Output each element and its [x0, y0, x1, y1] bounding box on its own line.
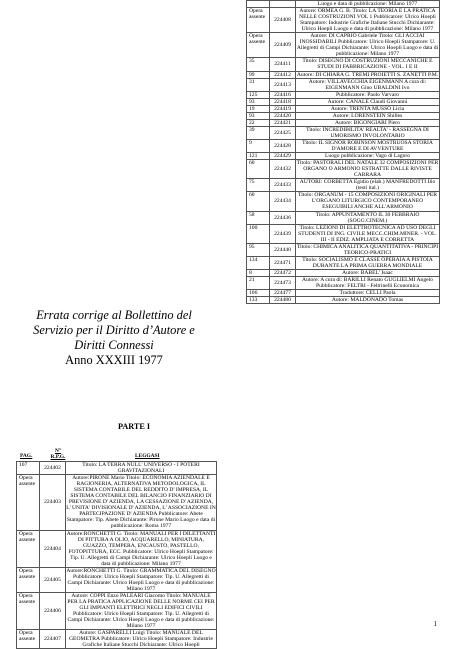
- leggasi-cell: Autore: DI CAPRIO Gabriele Titolo: GLI ACCIAI INOSSIDABILI Pubblicatore: Ulrico Hoepli Stampatore: U. Allegretti di Campi Dichiarante: Ulrico Hoepli Luogo e data di pubblicazione: Milano 1977: [296, 33, 439, 58]
- table-row: [247, 71, 440, 78]
- leggasi-cell: Titolo: LEZIONI DI ELETTROTECNICA AD USO DEGLI STUDENTI DI ING. CIVILE MECC.CHIM.MINER. - VOL. III - II EDIZ. AMPLIATA E CORRETTA: [296, 224, 440, 243]
- rpg-number-cell: 224436: [270, 211, 296, 224]
- rpg-number-cell: 224440: [270, 243, 296, 256]
- table-row: [247, 139, 440, 152]
- leggasi-cell: Autore: VILLAVECCHIA EIGENMANN A cura di: EIGENMANN Gino UBALDINI Ivo: [296, 78, 440, 91]
- left-errata-table: [16, 461, 217, 649]
- table-row: [247, 105, 440, 112]
- rpg-number-cell: 224411: [270, 58, 296, 71]
- pag-cell: Opera assente: [17, 567, 40, 592]
- pag-cell: 93: [247, 112, 270, 119]
- table-row: [247, 276, 440, 289]
- pag-cell: 8: [247, 269, 270, 276]
- rpg-number-cell: 224407: [40, 630, 66, 649]
- rpg-number-cell: 224477: [270, 290, 296, 297]
- rpg-number-cell: 224405: [40, 567, 66, 592]
- pag-cell: Opera assente: [17, 530, 40, 567]
- pag-cell: Opera assente: [247, 8, 270, 33]
- rpg-number-cell: 224473: [270, 276, 296, 289]
- pag-cell: Opera assente: [17, 475, 40, 530]
- table-row: [247, 98, 440, 105]
- table-row: [247, 192, 440, 211]
- rpg-number-cell: 224480: [270, 297, 296, 304]
- leggasi-cell: Titolo: CHIMICA ANALITICA QUANTITATIVA - PRINCIPI TEORICO-PRATICI: [296, 243, 439, 256]
- rpg-number-cell: 224402: [40, 462, 66, 475]
- table-row: [247, 243, 440, 256]
- rpg-number-cell: 224403: [40, 475, 66, 530]
- rpg-number-cell: 224433: [270, 179, 296, 192]
- leggasi-cell: Titolo: IL SIGNOR ROBINSON MOSTRUOSA STORIA D'AMORE E DI AVVENTURE: [296, 139, 440, 152]
- table-row: [17, 475, 217, 530]
- rpg-number-cell: 224429: [270, 153, 296, 160]
- rpg-number-cell: 224419: [270, 105, 296, 112]
- table-row: [247, 160, 440, 179]
- rpg-number-cell: [270, 1, 296, 8]
- leggasi-cell: Pubblicatore: Paolo Varvaro: [296, 91, 440, 98]
- rpg-number-cell: 224471: [270, 256, 296, 269]
- leggasi-cell: Autore: CANALE Claudi Giovanni: [296, 98, 440, 105]
- pag-cell: Opera assente: [247, 33, 270, 58]
- pag-cell: 107: [17, 462, 40, 475]
- pag-cell: 39: [247, 126, 270, 139]
- table-row: [247, 297, 440, 304]
- leggasi-cell: Autore:PIRONE Mario Titolo: ECONOMIA AZIENDALE E RAGIONERIA, ALTERNATIVA METODOLOGICA, IL SISTEMA CONTABILE DEL REDDITO D' IMPRESA, IL SISTEMA CONTABILE DEL BILANCIO FINANZIARIO DI PREVISIONE D' AZIENDA, LA CESSAZIONE D' AZIENDA, L' UNITA' DIVISIONALE D' AZIENDA, L' ASSOCIAZIONE IN PARTECIPAZIONE D' AZIENDA Pubblicatore: Abete Stampatore: Tip. Abete Dichiarante: Pirone Mario Luogo e data di pubblicazione: Roma 1977: [66, 475, 216, 530]
- pag-cell: 133: [247, 297, 270, 304]
- pag-cell: 121: [247, 153, 270, 160]
- table-row: [17, 592, 217, 629]
- table-row: [247, 211, 440, 224]
- table-row: [17, 462, 217, 475]
- leggasi-cell: Autore: LORENSTEIN Shilles: [296, 112, 440, 119]
- leggasi-cell: Titolo: APPUNTAMENTO IL 30 FEBBRAIO (SOGG.CINEM.): [296, 211, 440, 224]
- leggasi-cell: Autore: BABEL' Isaac: [296, 269, 440, 276]
- leggasi-cell: Titolo: PASTORALI DEL NATALE 32 COMPOSIZIONI PER ORGANO O ARMONIO ESTRATTE DALLE RIVISTE CARRARA: [296, 160, 439, 179]
- table-row: [247, 8, 440, 33]
- rpg-number-cell: 224472: [270, 269, 296, 276]
- table-row: [247, 1, 440, 8]
- pag-cell: 125: [247, 91, 270, 98]
- rpg-number-cell: 224434: [270, 192, 296, 211]
- pag-cell: [247, 1, 270, 8]
- header-leggasi: LEGGASI: [135, 453, 160, 459]
- pag-cell: Opera assente: [17, 592, 40, 629]
- leggasi-cell: Autore: MALDONADO Tomas: [296, 297, 440, 304]
- pag-cell: 31: [247, 78, 270, 91]
- part-title: PARTE I: [118, 422, 151, 431]
- document-title: [16, 308, 212, 368]
- title-line-2: Servizio per il Diritto d’Autore e: [33, 323, 195, 337]
- rpg-number-cell: 224425: [270, 126, 296, 139]
- header-rpg-bottom: R.P.G.: [50, 454, 66, 460]
- table-row: [247, 153, 440, 160]
- pag-cell: 58: [247, 211, 270, 224]
- table-row: [247, 78, 440, 91]
- rpg-number-cell: 224413: [270, 78, 296, 91]
- leggasi-cell: Titolo: INCREDIBILITA' REALTA' - RASSEGNA DI UMORISMO INVOLONTARIO: [296, 126, 440, 139]
- rpg-number-cell: 224406: [40, 592, 66, 629]
- leggasi-cell: Titolo: DISEGNO DI COSTRUZIONI MECCANICHE E STUDI DI FABBRICAZIONE - VOL. I E II: [296, 58, 440, 71]
- table-row: [247, 224, 440, 243]
- pag-cell: 106: [247, 290, 270, 297]
- table-row: [247, 112, 440, 119]
- leggasi-cell: Autore: TRENTA MUSSO Licia: [296, 105, 440, 112]
- rpg-number-cell: 224428: [270, 139, 296, 152]
- leggasi-cell: Autore: A cura di: BARILLI Renato GUGLIELMI Angelo Pubblicatore: FELTRI - Feltrinelli Economica: [296, 276, 440, 289]
- table-row: [247, 126, 440, 139]
- leggasi-cell: Luogo pubblicazione: Vago di Lagnro: [296, 153, 440, 160]
- pag-cell: Opera assente: [17, 630, 40, 649]
- pag-cell: 60: [247, 160, 270, 179]
- pag-cell: 9: [247, 139, 270, 152]
- rpg-number-cell: 224416: [270, 91, 296, 98]
- leggasi-cell: Titolo: SOCIALISMO E CLASSE OPERAIA A PISTOIA DURANTE LA PRIMA GUERRA MONDIALE: [296, 256, 440, 269]
- table-row: [247, 269, 440, 276]
- table-row: [247, 256, 440, 269]
- header-rpg-top: N°: [54, 448, 62, 454]
- right-errata-table: [246, 0, 440, 304]
- table-row: [247, 290, 440, 297]
- pag-cell: 75: [247, 179, 270, 192]
- leggasi-cell: Autore: COPPI Enzo PALEARI Giacomo Titolo: MANUALE PER LA PRATICA APPLICAZIONE DELLE NORME CEI PER GLI IMPIANTI ELETTRICI NEGLI EDIFICI CIVILI Pubblicatore: Ulrico Hoepli Stampatore: Tip. U. Allegretti di Campi Dichiarante: Ulrico Hoepli Luogo e data di pubblicazione: Milano 1977: [67, 592, 215, 630]
- rpg-number-cell: 224408: [270, 8, 296, 33]
- table-row: [247, 119, 440, 126]
- pag-cell: 134: [247, 256, 270, 269]
- table-row: [247, 179, 440, 192]
- title-line-1: Errata corrige al Bollettino del: [36, 308, 192, 322]
- table-row: [247, 33, 440, 58]
- pag-cell: 22: [247, 119, 270, 126]
- rpg-number-cell: 224439: [270, 224, 296, 243]
- rpg-number-cell: 224432: [270, 160, 296, 179]
- pag-cell: 99: [247, 71, 270, 78]
- pag-cell: 35: [247, 58, 270, 71]
- rpg-number-cell: 224412: [270, 71, 296, 78]
- leggasi-cell: Autore: GASPARELLI Luigi Titolo: MANUALE DEL GEOMETRA Pubblicatore: Ulrico Hoepli Stampatore: Industrie Grafiche Italiane Stucchi Dichiarante: Ulrico Hoepli: [66, 630, 217, 649]
- table-row: [247, 91, 440, 98]
- rpg-number-cell: 224418: [270, 98, 296, 105]
- rpg-number-cell: 224409: [270, 33, 296, 58]
- leggasi-cell: Autore: DI CHIARA G. TREMI PROIETTI S. ZANETTI P.M.: [296, 71, 439, 78]
- rpg-number-cell: 224404: [40, 530, 66, 567]
- header-pag: PAG.: [20, 453, 33, 459]
- leggasi-cell: AUTORI: CORBETTA Egidio (elab.) MANFREDOTTI Ilio (testi ital.): [296, 179, 440, 192]
- rpg-number-cell: 224421: [270, 119, 296, 126]
- leggasi-cell: Luogo e data di pubblicazione: Milano 1977: [296, 1, 440, 8]
- leggasi-cell: Autore:RONCHETTI G. Titolo: GRAMMATICA DEL DISEGNO Pubblicatore: Ulrico Hoepli Stampatore: Tip. U. Allegretti di Campi Dichiarante: Ulrico Hoepli Luogo e data di pubblicazione: Milano 1977: [66, 567, 216, 592]
- table-row: [17, 630, 217, 649]
- leggasi-cell: Autore:RONCHETTI G. Titolo: MANUALI PER I DILETTANTI DI PITTURA A OLIO, ACQUARELLO, MINIATURA, GUAZZO, TEMPERA, ENCAUSTO, PASTELLO, FOTOPITTURA, ECC. Pubblicatore: Ulrico Hoepli Stampatore: Tip. U. Allegretti di Campi Dichiarante: Ulrico Hoepli Luogo e data di pubblicazione: Milano 1977: [66, 530, 216, 567]
- pag-cell: 100: [247, 224, 270, 243]
- leggasi-cell: Traduttore: CELLI Paola: [296, 290, 440, 297]
- table-row: [17, 567, 217, 592]
- table-row: [17, 530, 217, 567]
- pag-cell: 95: [247, 243, 270, 256]
- pag-cell: 19: [247, 105, 270, 112]
- pag-cell: 93: [247, 98, 270, 105]
- leggasi-cell: Autore: BIGONGIARI Piero: [296, 119, 440, 126]
- title-line-4: Anno XXXIII 1977: [65, 353, 163, 367]
- pag-cell: 60: [247, 192, 270, 211]
- page-number: 1: [433, 620, 437, 628]
- leggasi-cell: Autore: ORMEA G. B. Titolo: LA TEORIA E LA PRATICA NELLE COSTRUZIONI VOL 1 Pubblicatore: Ulrico Hoepli Stampatore: Industrie Grafiche Italiane Stucchi Dichiarante: Ulrico Hoepli Luogo e data di pubblicazione: Milano 1977: [296, 8, 440, 33]
- rpg-number-cell: 224420: [270, 112, 296, 119]
- pag-cell: 21: [247, 276, 270, 289]
- title-line-3: Diritti Connessi: [74, 338, 154, 352]
- leggasi-cell: Titolo: ORGANUM - 15 COMPOSIZIONI ORIGINALI PER L'ORGANO LITURGICO CONTEMPORANEO ESEGUIBILI ANCHE ALL'ARMONIO: [296, 192, 440, 211]
- leggasi-cell: Titolo: LA TERRA NULL' UNIVERSO - I POTERI GRAVITAZIONALI: [66, 462, 217, 475]
- table-row: [247, 58, 440, 71]
- header-rpg: [46, 448, 70, 460]
